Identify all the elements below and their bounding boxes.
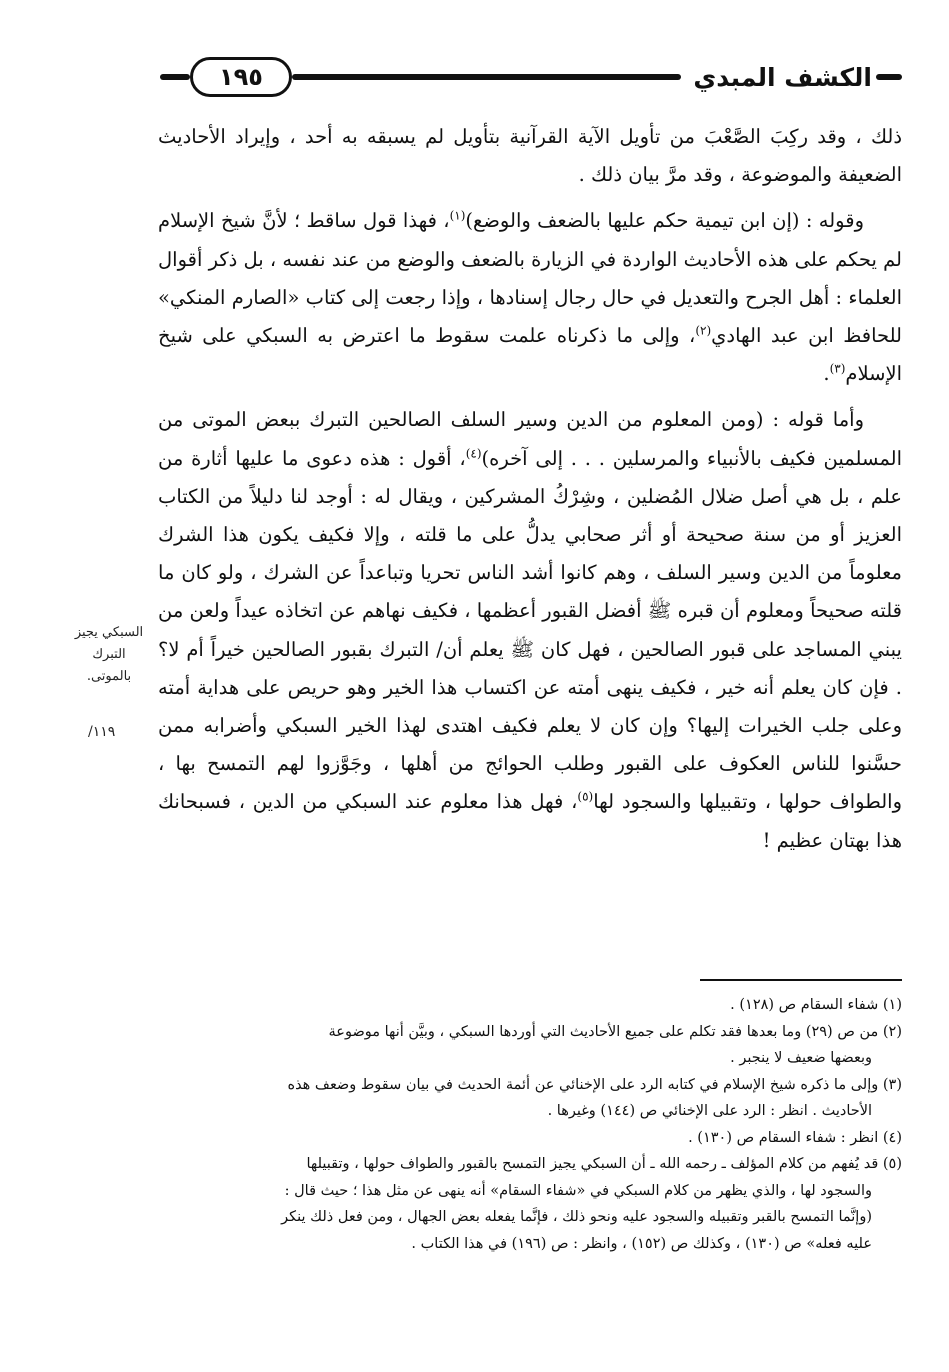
page-number: ١٩٥ <box>190 57 292 97</box>
footnote-1: (١) شفاء السقام ص (١٢٨) . <box>730 997 902 1013</box>
footnote-5-cont-3: عليه فعله» ص (١٣٠) ، وكذلك ص (١٥٢) ، وانظر : ص (١٩٦) في هذا الكتاب . <box>411 1235 872 1252</box>
footnote-divider <box>700 979 902 981</box>
paragraph-2-period: . <box>823 362 830 386</box>
paragraph-2-text: ، فهذا قول ساقط ؛ لأنَّ شيخ الإسلام لم يحكم على هذه الأحاديث الواردة في الزيارة بالضعف والوضع من عند نفسه ، بل ذكر أقوال العلماء : أهل الجرح والتعديل في حال رجال إسنادها ، وإذا رجعت إلى كتاب «الصارم المنكي» للحافظ ابن عبد الهادي <box>158 209 902 348</box>
header-rule-right <box>876 74 902 80</box>
footnote-4: (٤) انظر : شفاء السقام ص (١٣٠) . <box>688 1129 902 1146</box>
footnote-2-cont: وبعضها ضعيف لا ينجبر . <box>730 1050 872 1066</box>
footnote-5-cont-2: (وإنَّما التمسح بالقبر وتقبيله والسجود عليه ونحو ذلك ، فإنَّما يفعله بعض الجهال ، ومن فعل ذلك ينكر <box>281 1209 872 1225</box>
manuscript-page-ref: ١١٩/ <box>88 724 116 740</box>
margin-note-line-2: التبرك <box>92 647 126 662</box>
footnote-ref-4[interactable]: (٤) <box>465 446 482 461</box>
quote-tabarruk: وأما قوله : (ومن المعلوم من الدين وسير السلف الصالحين التبرك ببعض الموتى من المسلمين فكيف بالأنبياء والمرسلين . . . إلى آخره) <box>158 408 902 470</box>
footnotes <box>162 992 902 1257</box>
book-title: الكشف المبدي <box>693 62 872 92</box>
paragraph-3-end: ، فهل هذا معلوم عند السبكي من الدين ، فسبحانك هذا بهتان عظيم ! <box>158 790 902 852</box>
main-text <box>158 118 902 860</box>
paragraph-3-text: ، أقول : هذه دعوى ما عليها أثارة من علم ، بل هي أصل ضلال المُضلين ، وشِرْكُ المشركين ، ويقال له : أوجد لنا دليلاً من الكتاب العزيز أو من سنة صحيحة أو أثر صحابي يدلُّ على ما قلته ، وإلا فكيف يكون هذا الشرك معلوماً من الدين وسير السلف ، وهم كانوا أشد الناس تحريا وتباعداً عن الشرك ، ولو كان ما قلته صحيحاً ومعلوم أن قبره ﷺ أفضل القبور أعظمها ، فكيف نهاهم عن اتخاذه عيداً ولعن من يبني المساجد على قبور الصالحين ، فهل كان ﷺ يعلم أن/ التبرك بقبور الصالحين خيراً أم لا؟ . فإن كان يعلم أنه خير ، فكيف ينهى أمته عن اكتساب هذا الخير وهو حريص على هداية أمته وعلى جلب الخيرات إليها؟ وإن كان لا يعلم فكيف اهتدى لهذا الخير السبكي وأضرابه ممن حسَّنوا للناس العكوف على القبور وطلب الحوائج من أهلها ، وجَوَّزوا لهم التمسح بها ، والطواف حولها ، وتقبيلها والسجود لها <box>158 446 902 814</box>
margin-note-line-1: السبكي يجيز <box>74 625 144 640</box>
footnote-3: (٣) وإلى ما ذكره شيخ الإسلام في كتابه الرد على الإخنائي عن أئمة الحديث في بيان سقوط وضعف هذه <box>287 1076 902 1093</box>
paragraph-2-end: ، وإلى ما ذكرناه علمت سقوط ما اعترض به السبكي على شيخ الإسلام <box>158 324 902 386</box>
footnote-5-cont-1: والسجود لها ، والذي يظهر من كلام السبكي في «شفاء السقام» أنه ينهى عن مثل هذا ؛ حيث قال : <box>284 1182 872 1199</box>
paragraph-1: ذلك ، وقد ركِبَ الصَّعْبَ من تأويل الآية القرآنية بتأويل لم يسبقه به أحد ، وإيراد الأحاديث الضعيفة والموضوعة ، وقد مرَّ بيان ذلك . <box>158 125 902 187</box>
page-header <box>160 55 902 99</box>
margin-note-line-3: بالموتى. <box>86 669 132 684</box>
footnote-5: (٥) قد يُفهم من كلام المؤلف ـ رحمه الله ـ أن السبكي يجيز التمسح بالقبور والطواف حولها ، وتقبيلها <box>306 1156 902 1172</box>
header-rule <box>292 74 681 80</box>
quote-ibn-taymiyya: وقوله : (إن ابن تيمية حكم عليها بالضعف والوضع) <box>465 209 864 233</box>
footnote-ref-2[interactable]: (٢) <box>695 323 712 338</box>
footnote-ref-5[interactable]: (٥) <box>577 789 594 804</box>
margin-note <box>62 622 156 688</box>
footnote-2: (٢) من ص (٢٩) وما بعدها فقد تكلم على جميع الأحاديث التي أوردها السبكي ، وبيَّن أنها موضوعة <box>328 1023 902 1040</box>
footnote-3-cont: الأحاديث . انظر : الرد على الإخنائي ص (١٤٤) وغيرها . <box>547 1103 872 1119</box>
footnote-ref-3[interactable]: (٣) <box>829 361 846 376</box>
footnote-ref-1[interactable]: (١) <box>449 208 466 223</box>
header-rule-left <box>160 74 190 80</box>
paragraph-2 <box>158 202 902 393</box>
paragraph-3 <box>158 401 902 859</box>
